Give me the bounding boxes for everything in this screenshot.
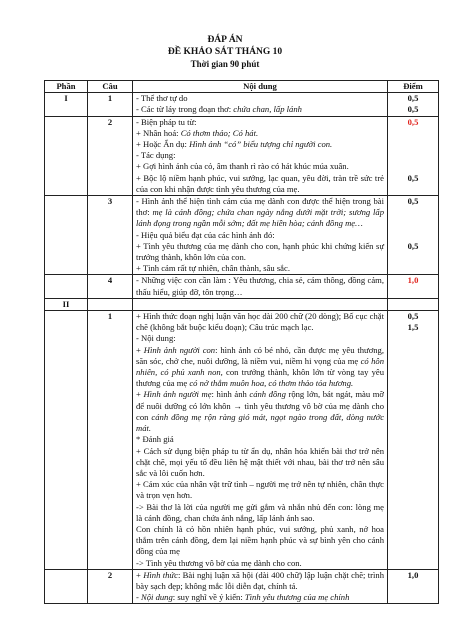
content-line [136, 263, 384, 274]
text: + Tình cảm rất tự nhiên, chân thành, sâu sắc. [136, 263, 290, 274]
question-cell: 2 [88, 569, 133, 604]
content-cell [133, 93, 388, 116]
content-line [136, 389, 384, 434]
content-line [136, 117, 384, 128]
text: -> Bài thơ là lời của người mẹ gửi gắm và nhắn nhủ đến con: lòng mẹ là cánh đồng, chan chứa ánh nắng, lấp lánh ánh sao. [136, 501, 384, 523]
content-line [136, 104, 384, 115]
content-line [136, 275, 384, 297]
italic-text: Có thơm thảo; Có hát. [180, 127, 259, 138]
italic-text: cánh đồng [249, 389, 286, 400]
exam-duration: Thời gian 90 phút [190, 59, 260, 69]
content-line [136, 446, 384, 480]
table-row [45, 93, 439, 116]
content-line [136, 479, 384, 501]
question-cell: 4 [88, 275, 133, 298]
part-cell: I [45, 93, 88, 116]
header-question: Câu [88, 81, 133, 93]
text: + Cách sử dụng biện pháp tu từ ẩn dụ, nhân hóa khiến bài thơ trở nên chặt chẽ, mọi yếu tố đều liên hệ mật thiết với nhau, bài thơ trở nên sâu sắc và lôi cuốn hơn. [136, 445, 384, 478]
question-cell: 2 [88, 116, 133, 195]
text: + Hình thức đoạn nghị luận văn học dài 200 chữ (20 dòng); Bố cục chặt chẽ (không bắt buộc kiểu đoạn); Câu trúc mạch lạc. [136, 311, 384, 333]
italic-text: Hình ảnh người mẹ [143, 389, 212, 400]
italic-text: Hình ảnh người con [143, 344, 216, 355]
italic-text: mẹ là cánh đồng; chứa chan ngày nắng dưới mặt trời; sương lấp lánh đọng trong ngần mỗi sớm; đất mẹ hiền hòa; cánh đồng mẹ… [136, 207, 384, 229]
content-line [136, 558, 384, 569]
content-line [136, 196, 384, 230]
part-cell [45, 311, 88, 570]
text: : suy nghĩ về ý kiến: [172, 592, 245, 603]
text: + Hoặc Ẩn dụ: [136, 139, 190, 150]
text: : Bài nghị luận xã hội (dài 400 chữ) lập luận chặt chẽ; trình bày sạch đẹp; không mắc lỗi diễn đạt, chính tả. [136, 569, 385, 591]
score-cell [388, 569, 439, 604]
exam-title: ĐỀ KHẢO SÁT THÁNG 10 [167, 47, 283, 57]
text: : hình ảnh [211, 389, 250, 400]
italic-text: Tình yêu thương của mẹ chính [244, 592, 350, 603]
answer-key-title: ĐÁP ÁN [207, 35, 243, 45]
text: - Biện pháp tu từ: [136, 116, 197, 127]
text: + Nhân hoá: [136, 127, 181, 138]
content-line [136, 139, 384, 150]
part-cell [45, 275, 88, 298]
text: + [136, 389, 144, 400]
content-line [136, 502, 384, 524]
part-cell [45, 196, 88, 275]
text: - Hình ảnh thể hiện tình cảm của mẹ dành con được thể hiện trong bài thơ: [136, 196, 384, 218]
content-cell [133, 116, 388, 195]
question-cell: 1 [88, 311, 133, 570]
content-cell [133, 311, 388, 570]
score-value: 0,5 [407, 104, 419, 115]
score-value: 1,0 [407, 275, 419, 286]
content-cell [133, 275, 388, 298]
question-cell [88, 298, 133, 310]
text: + [136, 344, 144, 355]
score-value [391, 218, 435, 229]
content-line [136, 345, 384, 390]
text: : hình ảnh cỏ bé nhỏ, cần được mẹ yêu thương, săn sóc, chở che, nuôi dưỡng, là niềm vui, niềm hi vọng của mẹ [136, 344, 384, 366]
text: - Hiệu quả biểu đạt của các hình ảnh đó: [136, 229, 275, 240]
italic-text: có hôn nhiên, có phủ xanh non, [136, 355, 384, 378]
part-cell: II [45, 298, 88, 310]
italic-text: Hình ảnh “có” biểu tượng chỉ người con. [189, 139, 333, 150]
content-line [136, 241, 384, 263]
table-row [45, 569, 439, 604]
score-value [391, 161, 435, 172]
answer-table [44, 80, 439, 604]
score-value [391, 139, 435, 150]
text: - Nội dung: [136, 333, 176, 344]
content-line [136, 93, 384, 104]
score-cell [388, 298, 439, 310]
table-row [45, 311, 439, 570]
italic-text: chứa chan, lấp lánh [233, 104, 302, 115]
question-cell: 3 [88, 196, 133, 275]
score-value: 0,5 [407, 196, 419, 207]
header-part: Phần [45, 81, 88, 93]
score-value [391, 207, 435, 218]
content-line [136, 524, 384, 558]
content-line [136, 434, 384, 445]
text: + Cảm xúc của nhân vật trữ tình – người mẹ trở nên tự nhiên, chân thực và trọn vẹn hơn. [136, 479, 384, 501]
score-cell [388, 311, 439, 570]
text: + Tình yêu thương của mẹ dành cho con, hạnh phúc khi chứng kiến sự trưởng thành, khôn lớn của con. [136, 240, 384, 263]
content-line [136, 311, 384, 333]
text: -> Tình yêu thương vô bờ của mẹ dành cho con. [136, 557, 302, 568]
text: + Gợi hình ảnh của cỏ, âm thanh rì rào có hát khúc múa xuân. [136, 161, 349, 172]
table-row [45, 298, 439, 310]
content-cell [133, 569, 388, 604]
text: con trưởng thành, khôn lớn từ vòng tay yêu thương của mẹ [136, 367, 384, 389]
content-line [136, 230, 384, 241]
score-cell [388, 93, 439, 116]
part-cell [45, 116, 88, 195]
text: - Những việc con cần làm : Yêu thương, chia sẻ, cảm thông, đồng cảm, thấu hiểu, giúp đỡ, tôn trọng… [136, 275, 384, 297]
content-line [136, 333, 384, 344]
italic-text: Nội dung [141, 592, 173, 603]
text: + Bộc lộ niềm hạnh phúc, vui sướng, lạc quan, yêu đời, tràn trề sức trẻ của con khi nhận được tình yêu thương của mẹ. [136, 172, 384, 194]
text: rộng lớn, bát ngát, màu mỡ để nuôi dưỡng có lớn khôn → tình yêu thương vô bờ của mẹ dành cho con [136, 389, 384, 422]
score-cell [388, 275, 439, 298]
score-value [391, 128, 435, 139]
text: - Tác dụng: [136, 150, 176, 161]
header-content: Nội dung [133, 81, 388, 93]
score-value: 1,5 [407, 322, 419, 333]
text: + [136, 569, 144, 580]
content-cell [133, 298, 388, 310]
text: - [136, 592, 142, 603]
table-header-row [45, 81, 439, 93]
score-value: 0,5 [407, 311, 419, 322]
italic-text: cánh đồng mẹ rộn ràng gió mát, ngọt ngào trong đất, dòng nước mát. [136, 411, 385, 434]
content-line [136, 570, 384, 592]
score-value: 0,5 [407, 172, 419, 183]
score-value: 0,5 [407, 93, 419, 104]
text: - Các từ láy trong đoạn thơ: [136, 104, 234, 115]
content-line [136, 128, 384, 139]
score-value [391, 150, 435, 161]
text: Con chính là cỏ hồn nhiên hạnh phúc, vui sướng, phủ xanh, nở hoa thắm trên cánh đồng, đem lại niềm hạnh phúc và sự bình yên cho cánh đồng của mẹ [136, 523, 384, 557]
score-value: 0,5 [407, 116, 419, 127]
italic-text: có nở thắm muôn hoa, có thơm thảo tỏa hương. [189, 378, 354, 389]
score-cell [388, 116, 439, 195]
content-line [136, 173, 384, 195]
content-line [136, 592, 384, 603]
content-line [136, 150, 384, 161]
table-row [45, 275, 439, 298]
question-cell: 1 [88, 93, 133, 116]
text: * Đánh giá [136, 434, 174, 445]
score-value: 0,5 [407, 240, 419, 251]
score-value: 1,0 [407, 569, 419, 580]
content-cell [133, 196, 388, 275]
score-value [391, 230, 435, 241]
content-line [136, 161, 384, 172]
score-cell [388, 196, 439, 275]
header-score: Điểm [388, 81, 439, 93]
italic-text: Hình thức [143, 569, 178, 580]
table-row [45, 196, 439, 275]
part-cell [45, 569, 88, 604]
text: - Thể thơ tự do [136, 93, 188, 104]
table-row [45, 116, 439, 195]
